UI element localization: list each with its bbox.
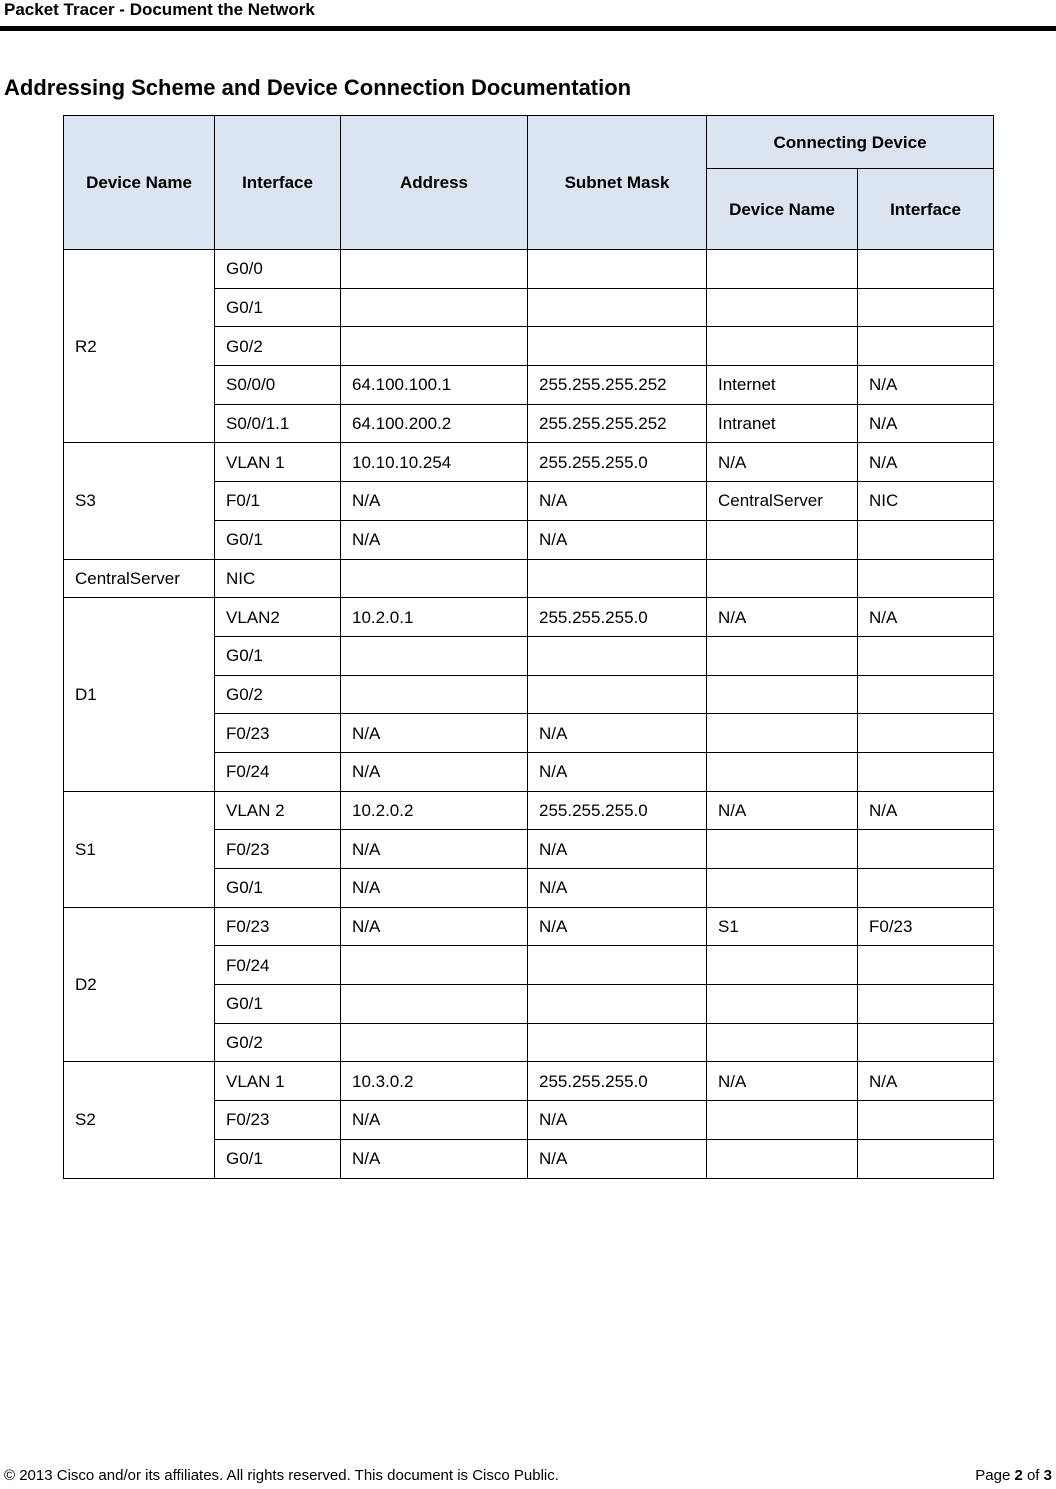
- connecting-device-cell: N/A: [707, 791, 858, 830]
- interface-cell: F0/23: [215, 714, 341, 753]
- connecting-interface-cell: NIC: [858, 482, 994, 521]
- subnet-mask-cell: N/A: [528, 869, 707, 908]
- address-cell: N/A: [341, 869, 528, 908]
- connecting-device-cell: [707, 830, 858, 869]
- connecting-device-cell: [707, 985, 858, 1024]
- footer-page-of: of: [1022, 1467, 1044, 1484]
- connecting-device-cell: [707, 1139, 858, 1178]
- interface-cell: VLAN 2: [215, 791, 341, 830]
- connecting-device-cell: N/A: [707, 598, 858, 637]
- interface-cell: F0/23: [215, 1101, 341, 1140]
- connecting-interface-cell: N/A: [858, 1062, 994, 1101]
- device-name-cell: CentralServer: [64, 559, 215, 598]
- subnet-mask-cell: N/A: [528, 482, 707, 521]
- table-body: [64, 250, 994, 1179]
- header-interface: Interface: [215, 116, 341, 250]
- connecting-device-cell: N/A: [707, 1062, 858, 1101]
- connecting-device-cell: [707, 327, 858, 366]
- subnet-mask-cell: [528, 985, 707, 1024]
- subnet-mask-cell: N/A: [528, 907, 707, 946]
- connecting-device-cell: [707, 288, 858, 327]
- address-cell: [341, 985, 528, 1024]
- interface-cell: G0/2: [215, 675, 341, 714]
- address-cell: 10.3.0.2: [341, 1062, 528, 1101]
- header-device-name: Device Name: [64, 116, 215, 250]
- section-title: Addressing Scheme and Device Connection Documentation: [4, 75, 632, 100]
- interface-cell: F0/23: [215, 830, 341, 869]
- connecting-device-cell: N/A: [707, 443, 858, 482]
- address-cell: N/A: [341, 752, 528, 791]
- connecting-interface-cell: [858, 327, 994, 366]
- connecting-device-cell: S1: [707, 907, 858, 946]
- subnet-mask-cell: N/A: [528, 520, 707, 559]
- address-cell: 64.100.200.2: [341, 404, 528, 443]
- address-cell: [341, 559, 528, 598]
- footer-copyright: © 2013 Cisco and/or its affiliates. All rights reserved. This document is Cisco Public.: [4, 1467, 559, 1484]
- subnet-mask-cell: N/A: [528, 752, 707, 791]
- connecting-device-cell: CentralServer: [707, 482, 858, 521]
- address-cell: [341, 1023, 528, 1062]
- document-header-title: Packet Tracer - Document the Network: [4, 0, 315, 19]
- subnet-mask-cell: [528, 559, 707, 598]
- interface-cell: G0/1: [215, 985, 341, 1024]
- address-cell: N/A: [341, 830, 528, 869]
- subnet-mask-cell: 255.255.255.252: [528, 404, 707, 443]
- footer-page-current: 2: [1014, 1467, 1023, 1484]
- interface-cell: F0/23: [215, 907, 341, 946]
- subnet-mask-cell: [528, 636, 707, 675]
- connecting-interface-cell: [858, 985, 994, 1024]
- subnet-mask-cell: 255.255.255.0: [528, 598, 707, 637]
- interface-cell: G0/2: [215, 1023, 341, 1062]
- interface-cell: VLAN 1: [215, 1062, 341, 1101]
- connecting-interface-cell: [858, 946, 994, 985]
- table-row: [64, 907, 994, 946]
- connecting-device-cell: [707, 1101, 858, 1140]
- header-connecting-interface: Interface: [858, 169, 994, 250]
- footer-page-prefix: Page: [975, 1467, 1015, 1484]
- subnet-mask-cell: 255.255.255.0: [528, 791, 707, 830]
- connecting-interface-cell: F0/23: [858, 907, 994, 946]
- address-cell: [341, 946, 528, 985]
- subnet-mask-cell: N/A: [528, 714, 707, 753]
- connecting-interface-cell: N/A: [858, 443, 994, 482]
- address-cell: [341, 327, 528, 366]
- connecting-device-cell: [707, 714, 858, 753]
- device-name-cell: S2: [64, 1062, 215, 1178]
- interface-cell: F0/24: [215, 946, 341, 985]
- device-name-cell: R2: [64, 250, 215, 443]
- connecting-device-cell: [707, 250, 858, 289]
- address-cell: [341, 250, 528, 289]
- connecting-interface-cell: [858, 714, 994, 753]
- table-row: [64, 598, 994, 637]
- interface-cell: NIC: [215, 559, 341, 598]
- connecting-interface-cell: [858, 636, 994, 675]
- connecting-interface-cell: [858, 559, 994, 598]
- address-cell: N/A: [341, 482, 528, 521]
- connecting-device-cell: Internet: [707, 366, 858, 405]
- subnet-mask-cell: [528, 1023, 707, 1062]
- interface-cell: G0/1: [215, 520, 341, 559]
- interface-cell: VLAN2: [215, 598, 341, 637]
- connecting-device-cell: [707, 520, 858, 559]
- interface-cell: F0/24: [215, 752, 341, 791]
- address-cell: N/A: [341, 907, 528, 946]
- connecting-interface-cell: [858, 675, 994, 714]
- address-cell: 10.10.10.254: [341, 443, 528, 482]
- header-connecting-device: Connecting Device: [707, 116, 994, 169]
- connecting-device-cell: [707, 752, 858, 791]
- address-cell: 10.2.0.1: [341, 598, 528, 637]
- subnet-mask-cell: [528, 946, 707, 985]
- header-address: Address: [341, 116, 528, 250]
- address-cell: N/A: [341, 1101, 528, 1140]
- interface-cell: G0/1: [215, 288, 341, 327]
- connecting-interface-cell: [858, 288, 994, 327]
- connecting-interface-cell: N/A: [858, 404, 994, 443]
- header-rule: [0, 26, 1056, 31]
- connecting-device-cell: [707, 559, 858, 598]
- header-connecting-device-name: Device Name: [707, 169, 858, 250]
- address-cell: [341, 636, 528, 675]
- connecting-interface-cell: [858, 1139, 994, 1178]
- connecting-device-cell: [707, 869, 858, 908]
- subnet-mask-cell: N/A: [528, 830, 707, 869]
- interface-cell: VLAN 1: [215, 443, 341, 482]
- connecting-interface-cell: N/A: [858, 366, 994, 405]
- table-row: [64, 1062, 994, 1101]
- connecting-device-cell: [707, 636, 858, 675]
- interface-cell: S0/0/1.1: [215, 404, 341, 443]
- connecting-device-cell: [707, 946, 858, 985]
- footer-page-number: [975, 1467, 1052, 1485]
- interface-cell: F0/1: [215, 482, 341, 521]
- interface-cell: G0/1: [215, 1139, 341, 1178]
- address-cell: N/A: [341, 1139, 528, 1178]
- table-row: [64, 559, 994, 598]
- subnet-mask-cell: 255.255.255.0: [528, 443, 707, 482]
- connecting-interface-cell: [858, 752, 994, 791]
- subnet-mask-cell: [528, 327, 707, 366]
- connecting-interface-cell: [858, 869, 994, 908]
- connecting-device-cell: [707, 1023, 858, 1062]
- device-name-cell: D2: [64, 907, 215, 1062]
- subnet-mask-cell: 255.255.255.0: [528, 1062, 707, 1101]
- address-cell: [341, 288, 528, 327]
- address-cell: 10.2.0.2: [341, 791, 528, 830]
- connecting-interface-cell: [858, 250, 994, 289]
- header-subnet-mask: Subnet Mask: [528, 116, 707, 250]
- device-name-cell: S1: [64, 791, 215, 907]
- subnet-mask-cell: N/A: [528, 1139, 707, 1178]
- interface-cell: G0/1: [215, 869, 341, 908]
- address-cell: N/A: [341, 520, 528, 559]
- connecting-interface-cell: [858, 830, 994, 869]
- connecting-interface-cell: N/A: [858, 598, 994, 637]
- interface-cell: S0/0/0: [215, 366, 341, 405]
- interface-cell: G0/0: [215, 250, 341, 289]
- table-row: [64, 791, 994, 830]
- table-row: [64, 250, 994, 289]
- subnet-mask-cell: [528, 675, 707, 714]
- device-name-cell: D1: [64, 598, 215, 791]
- connecting-device-cell: [707, 675, 858, 714]
- subnet-mask-cell: N/A: [528, 1101, 707, 1140]
- interface-cell: G0/2: [215, 327, 341, 366]
- connecting-device-cell: Intranet: [707, 404, 858, 443]
- address-cell: [341, 675, 528, 714]
- interface-cell: G0/1: [215, 636, 341, 675]
- address-cell: 64.100.100.1: [341, 366, 528, 405]
- table-row: [64, 443, 994, 482]
- connecting-interface-cell: [858, 520, 994, 559]
- connecting-interface-cell: [858, 1023, 994, 1062]
- device-name-cell: S3: [64, 443, 215, 559]
- subnet-mask-cell: [528, 288, 707, 327]
- subnet-mask-cell: 255.255.255.252: [528, 366, 707, 405]
- subnet-mask-cell: [528, 250, 707, 289]
- footer-page-total: 3: [1043, 1467, 1052, 1484]
- address-cell: N/A: [341, 714, 528, 753]
- connecting-interface-cell: N/A: [858, 791, 994, 830]
- connecting-interface-cell: [858, 1101, 994, 1140]
- addressing-table: [63, 115, 994, 1179]
